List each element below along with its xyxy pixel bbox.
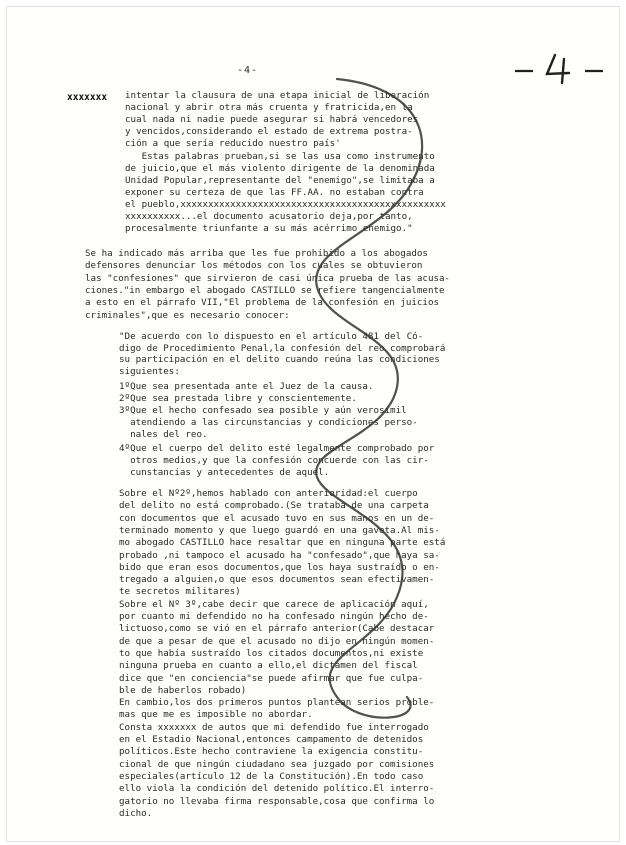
text-line: gatorio no llevaba firma responsable,cosa que confirma lo: [119, 795, 435, 807]
text-line: ciones."in embargo el abogado CASTILLO se refiere tangencialmente: [85, 284, 445, 296]
text-line: su participación en el delito cuando reúna las condiciones: [119, 354, 440, 366]
text-line: 4ºQue el cuerpo del delito esté legalmente comprobado por: [119, 443, 435, 454]
text-line: intentar la clausura de una etapa inicial de liberación: [125, 90, 430, 101]
text-line: a esto en el párrafo VII,"El problema de la confesión en juicios: [85, 297, 440, 309]
margin-strikeout: xxxxxxx: [67, 92, 108, 103]
text-line: Se ha indicado más arriba que les fue prohibido a los abogados: [85, 248, 428, 259]
text-line: procesalmente triunfante a su más acérrimo enemigo.": [125, 223, 413, 235]
text-line: nales del reo.: [119, 429, 208, 440]
text-line: por cuanto mi defendido no ha confesado ningún hecho de-: [119, 611, 429, 622]
text-line: terminado momento y que luego guardó en una gaveta.Al mis-: [119, 524, 440, 536]
text-line: Consta xxxxxxx de autos que mi defendido fue interrogado: [119, 721, 429, 733]
text-line: de juicio,que el más violento dirigente de la denominada: [125, 162, 435, 174]
text-line: to que había sustraído los citados documentos,ni existe: [119, 647, 424, 659]
text-line: cional de que ningún ciudadano sea juzgado por comisiones: [119, 758, 435, 770]
text-line: Sobre el Nº2º,hemos hablado con anterioridad:el cuerpo: [119, 488, 418, 499]
svg-text:- 4 -: - 4 -: [507, 47, 511, 48]
text-line: "De acuerdo con lo dispuesto en el artículo 481 del Có-: [119, 331, 424, 342]
text-line: probado ,ni tampoco el acusado ha "confesado",que haya sa-: [119, 549, 440, 561]
text-line: 2ºQue sea prestada libre y conscientemente.: [119, 393, 357, 404]
text-line: especiales(artículo 12 de la Constitución).En todo caso: [119, 770, 424, 782]
text-line: digo de Procedimiento Penal,la confesión del reo comprobará: [119, 342, 446, 354]
text-line: mas que me es imposible no abordar.: [119, 709, 313, 721]
text-line: te secretos militares): [119, 586, 241, 598]
text-line: 3ºQue el hecho confesado sea posible y aún verosímil: [119, 405, 407, 416]
text-line: con documentos que el acusado tuvo en sus manos en un de-: [119, 512, 435, 524]
text-line: otros medios,y que la confesión concuerde con las cir-: [119, 455, 429, 466]
text-line: Unidad Popular,representante del "enemigo",se limitaba a: [125, 174, 435, 186]
text-line: Estas palabras prueban,si se las usa como instrumento: [125, 150, 435, 162]
text-line: las "confesiones" que sirvieron de casi única prueba de las acusa-: [85, 272, 451, 284]
text-line: del delito no está comprobado.(Se trataba de una carpeta: [119, 500, 429, 512]
text-line: lictuoso,como se vió en el párrafo anterior(Cabe destacar: [119, 623, 435, 635]
text-line: y vencidos,considerando el estado de extrema postra-: [125, 126, 413, 138]
typed-page-number: -4-: [237, 65, 259, 76]
text-line: defensores denunciar los métodos con los cuales se obtuvieron: [85, 260, 423, 272]
text-line: Sobre el Nº 3º,cabe decir que carece de aplicación aquí,: [119, 598, 429, 610]
text-line: dicho.: [119, 807, 153, 819]
text-line: ble de haberlos robado): [119, 684, 247, 696]
handwritten-page-number: [507, 47, 617, 87]
text-line: xxxxxxxxxx...el documento acusatorio deja,por tanto,: [125, 211, 413, 222]
text-line: en el Estadio Nacional,entonces campamento de detenidos: [119, 734, 424, 745]
text-line: cual nada ni nadie puede asegurar si habrá vencedores: [125, 114, 419, 126]
text-line: dice que "en conciencia"se puede afirmar que fue culpa-: [119, 672, 424, 684]
text-line: el pueblo,xxxxxxxxxxxxxxxxxxxxxxxxxxxxxxxxxxxxxxxxxxxxxxxx: [125, 198, 446, 210]
text-line: políticos.Este hecho contraviene la exigencia constitu-: [119, 746, 424, 758]
text-line: mo abogado CASTILLO hace resaltar que en ninguna parte está: [119, 537, 446, 549]
text-line: nacional y abrir otra más cruenta y fratricida,en la: [125, 102, 413, 114]
text-line: criminales",que es necesario conocer:: [85, 309, 290, 321]
text-line: bido que eran esos documentos,que los haya sustraído o en-: [119, 561, 440, 573]
text-line: exponer su certeza de que las FF.AA. no estaban contra: [125, 186, 424, 198]
text-line: ello viola la condición del detenido político.El interro-: [119, 783, 435, 795]
text-line: cunstancias y antecedentes de aquel.: [119, 467, 330, 478]
text-line: siguientes:: [119, 365, 180, 377]
text-line: tregado a alguien,o que esos documentos sean efectivamen-: [119, 574, 435, 586]
document-page: [6, 6, 620, 842]
text-line: 1ºQue sea presentada ante el Juez de la causa.: [119, 381, 374, 392]
text-line: ninguna prueba en cuanto a ello,el dictamen del fiscal: [119, 660, 418, 672]
text-line: de que a pesar de que el acusado no dijo en ningún momen-: [119, 635, 435, 647]
text-line: atendiendo a las circunstancias y condiciones perso-: [119, 417, 418, 428]
text-line: ción a que sería reducido nuestro país': [125, 138, 341, 150]
text-line: En cambio,los dos primeros puntos plantean serios proble-: [119, 697, 435, 709]
